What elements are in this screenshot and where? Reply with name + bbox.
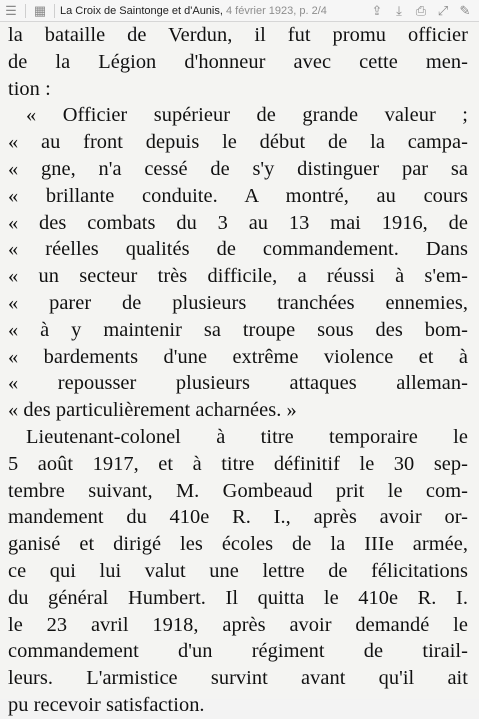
grid-icon[interactable]: ▦ bbox=[33, 2, 47, 18]
toolbar-divider bbox=[25, 4, 26, 18]
text-line: « bardements d'une extrême violence et à bbox=[8, 345, 468, 368]
document-title-text: La Croix de Saintonge et d'Aunis, bbox=[60, 4, 223, 17]
text-line: « repousser plusieurs attaques alleman- bbox=[8, 372, 468, 395]
text-line: « des particulièrement acharnées. » bbox=[8, 399, 297, 422]
text-line: « un secteur très difficile, a réussi à s'em- bbox=[8, 265, 468, 288]
text-line: tembre suivant, M. Gombeaud prit le com- bbox=[8, 479, 468, 502]
text-line: mandement du 410e R. I., après avoir or- bbox=[8, 506, 468, 529]
text-line: « parer de plusieurs tranchées ennemies, bbox=[8, 291, 468, 314]
document-subtitle: 4 février 1923, p. 2/4 bbox=[226, 4, 327, 17]
text-line: « réelles qualités de commandement. Dans bbox=[8, 238, 468, 261]
text-line: le 23 avril 1918, après avoir demandé le bbox=[8, 613, 468, 636]
toolbar-divider bbox=[54, 4, 55, 18]
text-line: tion : bbox=[8, 77, 51, 100]
document-page bbox=[0, 22, 479, 716]
text-line: ganisé et dirigé les écoles de la IIIe armée, bbox=[8, 533, 468, 556]
text-line: Lieutenant-colonel à titre temporaire le bbox=[26, 425, 468, 448]
text-line: « brillante conduite. A montré, au cours bbox=[8, 184, 468, 207]
edit-icon[interactable]: ✎ bbox=[459, 2, 471, 18]
document-title bbox=[58, 5, 367, 17]
download-icon[interactable]: ⤓ bbox=[396, 2, 402, 18]
menu-icon[interactable]: ☰ bbox=[5, 2, 17, 18]
toolbar-actions bbox=[367, 0, 479, 22]
text-line: la bataille de Verdun, il fut promu officier bbox=[8, 24, 468, 46]
viewer-toolbar bbox=[0, 0, 479, 22]
expand-icon[interactable]: ⤢ bbox=[437, 2, 449, 18]
text-line: pu recevoir satisfaction. bbox=[8, 693, 205, 716]
text-line: « gne, n'a cessé de s'y distinguer par sa bbox=[8, 157, 468, 180]
print-icon[interactable]: ⎙ bbox=[415, 2, 427, 18]
text-line: « à y maintenir sa troupe sous des bom- bbox=[8, 318, 468, 341]
text-line: de la Légion d'honneur avec cette men- bbox=[8, 50, 468, 73]
text-line: « des combats du 3 au 13 mai 1916, de bbox=[8, 211, 468, 234]
text-line: « Officier supérieur de grande valeur ; bbox=[26, 104, 468, 127]
text-column bbox=[8, 22, 468, 719]
text-line: ce qui lui valut une lettre de félicitations bbox=[8, 559, 468, 582]
text-line: leurs. L'armistice survint avant qu'il ait bbox=[8, 667, 468, 690]
share-icon[interactable]: ⇪ bbox=[371, 2, 383, 18]
text-line: 5 août 1917, et à titre définitif le 30 sep- bbox=[8, 452, 468, 475]
text-line: du général Humbert. Il quitta le 410e R. I. bbox=[8, 586, 468, 609]
text-line: commandement d'un régiment de tirail- bbox=[8, 640, 468, 663]
text-line: « au front depuis le début de la campa- bbox=[8, 131, 468, 154]
